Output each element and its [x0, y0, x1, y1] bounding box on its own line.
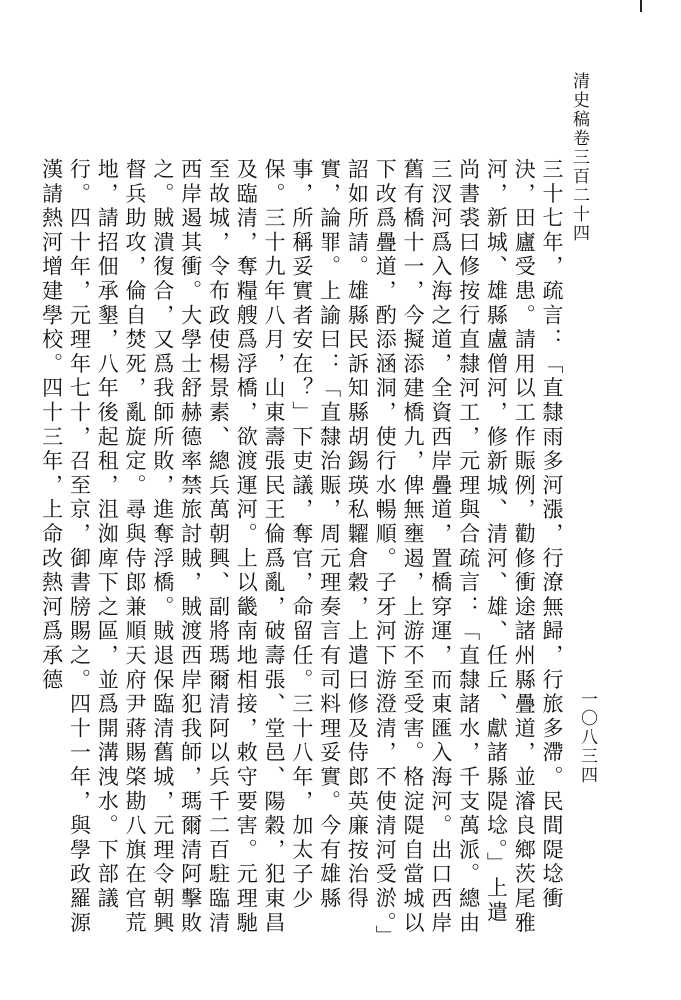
page-corner-mark: [640, 0, 652, 12]
running-header: 清史稿卷三百二十四: [569, 72, 589, 243]
body-text-block: [39, 158, 565, 948]
body-paragraph: 三十七年，疏言：「直隸雨多河漲，行潦無歸，行旅多滯。民間隄埝衝決，田廬受患。請用以工作賑例，勸修衝途諸州縣疊道，並濬良鄉茨尾雅河，新城、雄縣盧僧河，修新城、清河、雄、任丘、獻諸縣隄埝。」上遣尚書裘曰修按行直隸河工，元理與合疏言：「直隸諸水，千支萬派。總由三汊河爲入海之道，全資西岸疊道，置橋穿運，而東匯入海河。出口西岸舊有橋十一，今擬添建橋九，俾無壅遏，上游不至受害。格淀隄自當城以下改爲疊道，酌添涵洞，使行水暢順。子牙河下游澄清，不使清河受淤。」詔如所請。雄縣民訴知縣胡錫瑛私糶倉穀，上遣曰修及侍郎英廉按治得實，論罪。上諭曰：「直隸治賑，周元理奏言有司料理妥實。今有雄縣事，所稱妥實者安在？」下吏議，奪官，命留任。三十八年，加太子少保。三十九年八月，山東壽張民王倫爲亂，破壽張、堂邑、陽穀，犯東昌及臨清，奪糧艘爲浮橋，欲渡運河。上以畿南地相接，敕守要害。元理馳至故城，令布政使楊景素、總兵萬朝興、副將瑪爾清阿以兵千二百駐臨清西岸遏其衝。大學士舒赫德率禁旅討賊，賊渡西岸犯我師，瑪爾清阿擊敗之。賊潰復合，又爲我師所敗，進奪浮橋。賊退保臨清舊城，元理令朝興督兵助攻，倫自焚死，亂旋定。尋與侍郎兼順天府尹蔣賜棨勘八旗在官荒地，請招佃承墾，八年後起租，沮洳庳下之區，並爲開溝洩水。下部議行。四十年，元理年七十，召至京，御書牓賜之。四十一年，與學政羅源漢請熱河增建學校。四十三年，上命改熱河爲承德: [39, 158, 564, 939]
page-number: 一〇八三四: [577, 690, 597, 785]
